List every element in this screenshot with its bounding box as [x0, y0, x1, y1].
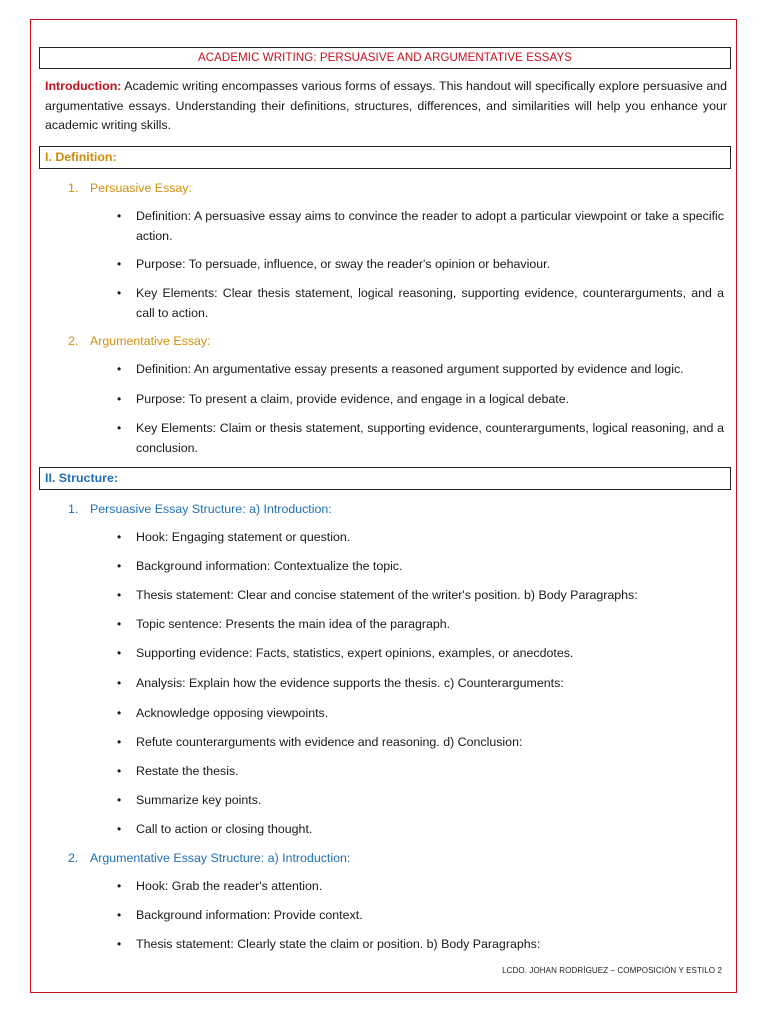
list-item: • Key Elements: Clear thesis statement, logical reasoning, supporting evidence, counterarguments, and a call to action. — [117, 286, 724, 320]
bullet-icon: • — [117, 421, 122, 435]
bullet-icon: • — [117, 530, 122, 544]
list-item: • Purpose: To persuade, influence, or sway the reader's opinion or behaviour. — [118, 255, 724, 275]
list-item: • Background information: Provide context. — [118, 906, 724, 926]
section-heading-structure: II. Structure: — [39, 467, 731, 490]
list-item: • Thesis statement: Clear and concise statement of the writer's position. b) Body Paragraphs: — [118, 586, 724, 606]
list-item: • Acknowledge opposing viewpoints. — [118, 704, 724, 724]
bullet-icon: • — [117, 559, 122, 573]
introduction-text: Academic writing encompasses various forms of essays. This handout will specifically explore persuasive and argumentative essays. Understanding their definitions, structures, differences, and similarities will help you enhance your academic writing skills. — [45, 79, 727, 132]
bullet-icon: • — [117, 879, 122, 893]
list-item: • Thesis statement: Clearly state the claim or position. b) Body Paragraphs: — [118, 935, 724, 955]
bullet-icon: • — [117, 392, 122, 406]
document-title: ACADEMIC WRITING: PERSUASIVE AND ARGUMENTATIVE ESSAYS — [39, 47, 731, 69]
list-item: • Supporting evidence: Facts, statistics, expert opinions, examples, or anecdotes. — [118, 644, 724, 664]
section-heading-definition: I. Definition: — [39, 146, 731, 169]
list-item: • Restate the thesis. — [118, 762, 724, 782]
bullet-icon: • — [117, 286, 122, 300]
subheading-argumentative-structure: 2. Argumentative Essay Structure: a) Introduction: — [68, 851, 351, 865]
page-footer: LCDO. JOHAN RODRÍGUEZ – COMPOSICIÓN Y ESTILO 2 — [502, 966, 722, 975]
bullet-icon: • — [117, 706, 122, 720]
subheading-persuasive-structure: 1. Persuasive Essay Structure: a) Introduction: — [68, 502, 332, 516]
list-item: • Refute counterarguments with evidence and reasoning. d) Conclusion: — [118, 733, 724, 753]
introduction-paragraph — [45, 77, 727, 136]
bullet-icon: • — [117, 588, 122, 602]
list-item: • Call to action or closing thought. — [118, 820, 724, 840]
bullet-icon: • — [117, 646, 122, 660]
introduction-label: Introduction: — [45, 79, 122, 93]
bullet-icon: • — [117, 793, 122, 807]
bullet-icon: • — [117, 937, 122, 951]
list-item: • Summarize key points. — [118, 791, 724, 811]
bullet-icon: • — [117, 822, 122, 836]
bullet-icon: • — [117, 764, 122, 778]
bullet-icon: • — [117, 735, 122, 749]
bullet-icon: • — [117, 209, 122, 223]
list-item: • Background information: Contextualize the topic. — [118, 557, 724, 577]
bullet-icon: • — [117, 362, 122, 376]
list-item: • Hook: Engaging statement or question. — [118, 528, 724, 548]
subheading-argumentative-essay: 2. Argumentative Essay: — [68, 334, 211, 348]
list-item: • Definition: An argumentative essay presents a reasoned argument supported by evidence and logic. — [118, 360, 724, 380]
list-item: • Definition: A persuasive essay aims to convince the reader to adopt a particular viewpoint or take a specific action. — [117, 209, 724, 243]
bullet-icon: • — [117, 257, 122, 271]
list-item: • Analysis: Explain how the evidence supports the thesis. c) Counterarguments: — [118, 674, 724, 694]
list-item: • Hook: Grab the reader's attention. — [118, 877, 724, 897]
list-item: • Topic sentence: Presents the main idea of the paragraph. — [118, 615, 724, 635]
bullet-icon: • — [117, 676, 122, 690]
list-item: • Purpose: To present a claim, provide evidence, and engage in a logical debate. — [118, 390, 724, 410]
list-item: • Key Elements: Claim or thesis statement, supporting evidence, counterarguments, logical reasoning, and a conclusion. — [117, 421, 724, 455]
bullet-icon: • — [117, 908, 122, 922]
bullet-icon: • — [117, 617, 122, 631]
subheading-persuasive-essay: 1. Persuasive Essay: — [68, 181, 192, 195]
